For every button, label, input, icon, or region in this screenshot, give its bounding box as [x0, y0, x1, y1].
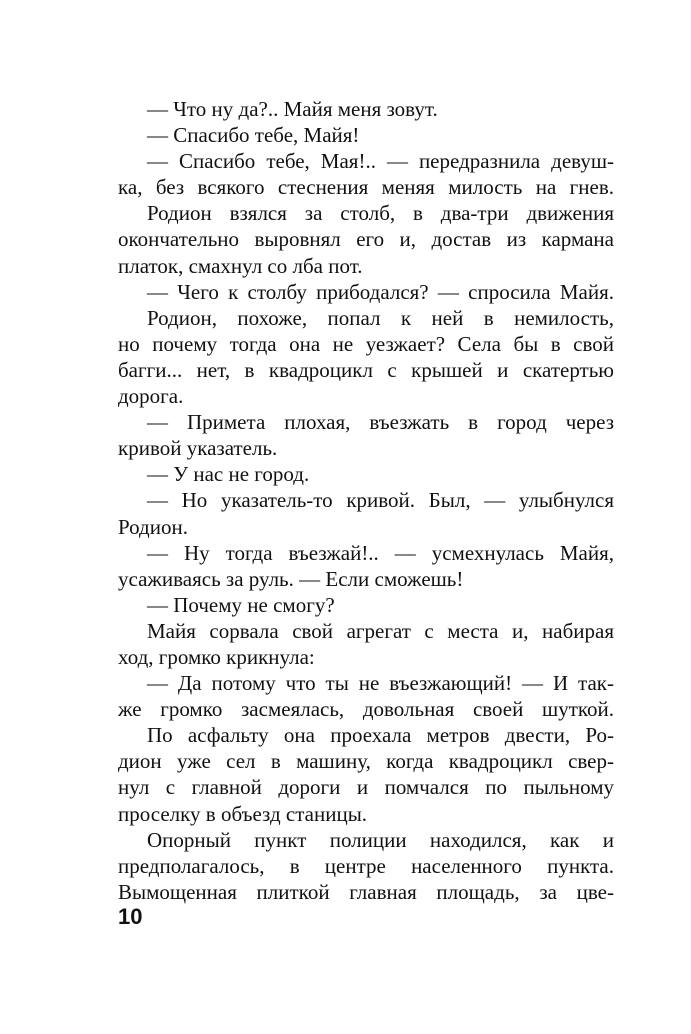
text-line: ход, громко крикнула: — [118, 644, 315, 669]
text-line: но почему тогда она не уезжает? Села бы в свой — [118, 331, 614, 356]
text-line: багги... нет, в квадроцикл с крышей и скатертью — [118, 357, 614, 382]
text-line: предполагалось, в центре населенного пункта. — [118, 853, 614, 878]
page-number: 10 — [118, 904, 143, 929]
text-line: нул с главной дороги и помчался по пыльному — [118, 775, 614, 800]
text-line: окончательно выровнял его и, достав из кармана — [118, 227, 614, 252]
text-line: Родион взялся за столб, в два-три движения — [147, 201, 614, 226]
text-line: Родион, похоже, попал к ней в немилость, — [147, 305, 614, 330]
text-line: платок, смахнул со лба пот. — [118, 253, 363, 278]
text-line: — Спасибо тебе, Мая!.. — передразнила девуш- — [147, 149, 614, 174]
text-line: кривой указатель. — [118, 436, 278, 461]
text-line: усаживаясь за руль. — Если сможешь! — [118, 566, 464, 591]
text-line: По асфальту она проехала метров двести, Ро- — [147, 723, 614, 748]
text-line: проселку в объезд станицы. — [118, 801, 368, 826]
text-line: — Чего к столбу прибодался? — спросила Майя. — [147, 279, 614, 304]
text-line: — Ну тогда въезжай!.. — усмехнулась Майя, — [147, 540, 614, 565]
text-line: Вымощенная плиткой главная площадь, за цве- — [118, 879, 614, 904]
text-line: дорога. — [118, 384, 184, 409]
text-line: — Почему не смогу? — [147, 592, 335, 617]
text-line: — Но указатель-то кривой. Был, — улыбнулся — [147, 488, 614, 513]
text-line: же громко засмеялась, довольная своей шуткой. — [118, 697, 614, 722]
text-line: Майя сорвала свой агрегат с места и, набирая — [147, 618, 614, 643]
text-line: — У нас не город. — [147, 462, 310, 487]
text-line: — Спасибо тебе, Майя! — [147, 123, 360, 148]
text-line: Родион. — [118, 514, 188, 539]
text-line: — Примета плохая, въезжать в город через — [147, 410, 614, 435]
text-line: дион уже сел в машину, когда квадроцикл свер- — [118, 749, 614, 774]
text-line: ка, без всякого стеснения меняя милость на гнев. — [118, 175, 614, 200]
body-text — [118, 96, 614, 905]
text-line: — Что ну да?.. Майя меня зовут. — [147, 97, 438, 121]
text-line: Опорный пункт полиции находился, как и — [147, 827, 614, 852]
text-line: — Да потому что ты не въезжающий! — И так- — [147, 671, 614, 696]
